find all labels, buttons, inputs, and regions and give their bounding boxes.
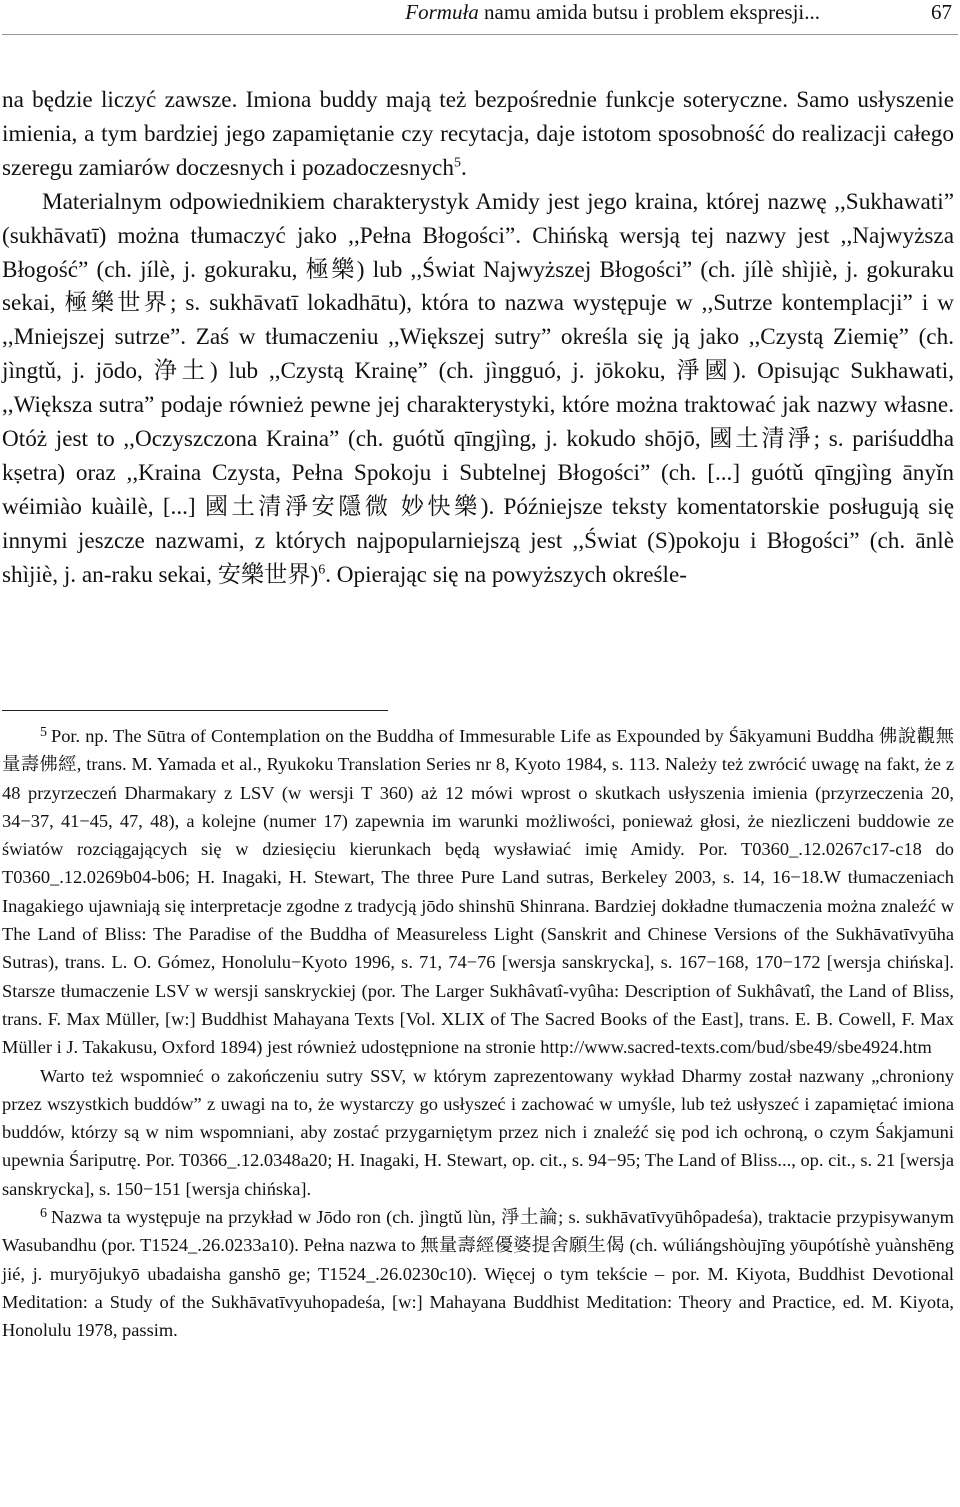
footnote-6-mark: 6 (40, 1206, 47, 1222)
footnote-ref-5[interactable]: 5 (453, 155, 461, 171)
footnote-5-paragraph-2: Warto też wspomnieć o zakończeniu sutry SSV, w którym zaprezentowany wykład Dharmy został nazwany „chroniony przez wszystkich buddów” z uwagi na to, że wystarczy go usłyszeć i zachować w umyśle, lub też usłyszeć i zapamiętać imiona buddów, którzy są w nim wspomniani, aby zostać przygarniętym przez nich i znaleźć się pod ich ochroną, o czym Śakjamuni upewnia Śariputrę. Por. T0366_.12.0348a20; H. Inagaki, H. Stewart, op. cit., s. 94−95; The Land of Bliss..., op. cit., s. 21 [wersja sanskrycka], s. 150−151 [wersja chińska]. (2, 1065, 954, 1199)
running-title-plain: namu amida butsu i problem ekspresji... (478, 0, 820, 24)
page-number: 67 (931, 0, 952, 24)
running-header (0, 0, 960, 30)
running-title (405, 0, 820, 25)
footnote-5-text: Por. np. The Sūtra of Contemplation on the Buddha of Immesurable Life as Expounded by Śākyamuni Buddha 佛說觀無量壽佛經, trans. M. Yamada et al., Ryukoku Translation Series nr 8, Kyoto 1984, s. 113. Należy też zwrócić uwagę na fakt, że z 48 przyrzeczeń Dharmakary z LSV (w wersji T 360) aż 12 mówi wprost o skutkach usłyszenia imienia (przyrzeczenia 20, 34−37, 41−45, 47, 48), a kolejne (numer 17) zapewnia im warunki możliwości, ponieważ głosi, że niezliczeni buddowie ze światów rozciągających się w dziesięciu kierunkach będą wysławiać imię Amidy. Por. T0360_.12.0267c17-c18 do T0360_.12.0269b04-b06; H. Inagaki, H. Stewart, The three Pure Land sutras, Berkeley 2003, s. 14, 16−18.W tłumaczeniach Inagakiego ujawniają się interpretacje zgodne z tradycją jōdo shinshū Shinrana. Bardziej dokładne tłumaczenia można znaleźć w The Land of Bliss: The Paradise of the Buddha of Measureless Light (Sanskrit and Chinese Versions of the Sukhāvatīvyūha Sutras), trans. L. O. Gómez, Honolulu−Kyoto 1996, s. 71, 74−76 [wersja sanskrycka], s. 167−168, 170−172 [wersja chińska]. Starsze tłumaczenie LSV w wersji sanskryckiej (por. The Larger Sukhâvatî-vyûha: Description of Sukhâvatî, the Land of Bliss, trans. F. Max Müller, [w:] Buddhist Mahayana Texts [Vol. XLIX of The Sacred Books of the East], trans. E. B. Cowell, F. Max Müller i J. Takakusu, Oxford 1894) jest również udostępnione na stronie http://www.sacred-texts.com/bud/sbe49/sbe4924.htm (2, 726, 954, 1058)
paragraph-1 (2, 84, 954, 186)
main-text (2, 84, 954, 593)
paragraph-1-end: . (460, 154, 467, 181)
footnote-5 (2, 722, 954, 1062)
footnote-6-text: Nazwa ta występuje na przykład w Jōdo ron (ch. jìngtǔ lùn, 淨土論; s. sukhāvatīvyūhôpadeśa), traktacie przypisywanym Wasubandhu (por. T1524_.26.0233a10). Pełna nazwa to 無量壽經優婆提舍願生偈 (ch. wúliángshòujīng yōupótíshè yuànshēng jié, j. muryōjukyō ubadaisha ganshō ge; T1524_.26.0230c10). Więcej o tym tekście – por. M. Kiyota, Buddhist Devotional Meditation: a Study of the Sukhāvatīvyuhopadeśa, [w:] Mahayana Buddhist Meditation: Theory and Practice, ed. M. Kiyota, Honolulu 1978, passim. (2, 1207, 954, 1341)
header-rule (2, 34, 958, 35)
paragraph-2-end: . Opierając się na powyższych określe- (325, 561, 688, 588)
paragraph-1-text: na będzie liczyć zawsze. Imiona buddy mają też bezpośrednie funkcje soteryczne. Samo usłyszenie imienia, a tym bardziej jego zapamiętanie czy recytacja, daje istotom sposobność do realizacji całego szeregu zamiarów doczesnych i pozadoczesnych (2, 87, 954, 181)
footnote-ref-6[interactable]: 6 (318, 561, 326, 577)
footnote-separator (2, 710, 388, 711)
footnotes (2, 722, 954, 1345)
footnote-5-mark: 5 (40, 725, 47, 740)
paragraph-2 (2, 186, 954, 593)
running-title-italic: Formuła (405, 0, 479, 24)
paragraph-2-text: Materialnym odpowiednikiem charakterystyk Amidy jest jego kraina, której nazwę ,,Sukhawati” (sukhāvatī) można tłumaczyć jako ,,Pełna Błogości”. Chińską wersją tej nazwy jest ,,Najwyższa Błogość” (ch. jílè, j. gokuraku, 極樂) lub ,,Świat Najwyższej Błogości” (ch. jílè shìjiè, j. gokuraku sekai, 極樂世界; s. sukhāvatī lokadhātu), która to nazwa występuje w ,,Sutrze kontemplacji” i w ,,Mniejszej sutrze”. Zaś w tłumaczeniu ,,Większej sutry” określa się ją jako ,,Czystą Ziemię” (ch. jìngtǔ, j. jōdo, 浄土) lub ,,Czystą Krainę” (ch. jìngguó, j. jōkoku, 淨國). Opisując Sukhawati, ,,Większa sutra” podaje również pewne jej charakterystyki, które można traktować jak nazwy własne. Otóż jest to ,,Oczyszczona Kraina” (ch. guótǔ qīngjìng, j. kokudo shōjō, 國土清淨; s. pariśuddha kṣetra) oraz ,,Kraina Czysta, Pełna Spokoju i Subtelnej Błogości” (ch. [...] guótǔ qīngjìng ānyǐn wéimiào kuàilè, [...] 國土清淨安隱微 妙快樂). Późniejsze teksty komentatorskie posługują się innymi jeszcze nazwami, z których najpopularniejszą jest ,,Świat (S)pokoju i Błogości” (ch. ānlè shìjiè, j. an-raku sekai, 安樂世界) (2, 188, 954, 588)
footnote-6 (2, 1203, 954, 1344)
